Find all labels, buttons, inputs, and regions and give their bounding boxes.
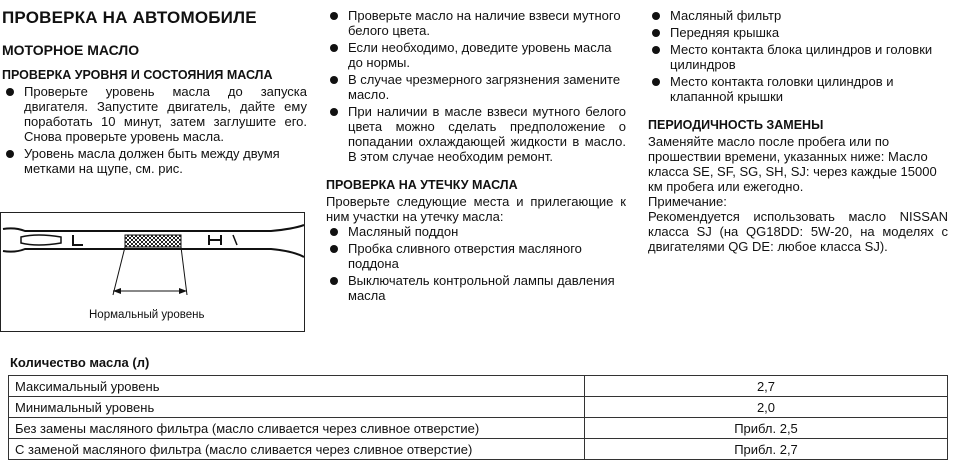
table-row — [9, 397, 948, 418]
row-label: С заменой масляного фильтра (масло сливается через сливное отверстие) — [9, 439, 585, 460]
note-text: Рекомендуется использовать масло NISSAN класса SJ (на QG18DD: 5W-20, на моделях с двигателями QG DE: любое класса SJ). — [648, 209, 948, 254]
row-label: Максимальный уровень — [9, 376, 585, 397]
table-row — [9, 439, 948, 460]
list-item: Уровень масла должен быть между двумя метками на щупе, см. рис. — [2, 146, 307, 176]
leak-check-list-continued — [648, 8, 948, 104]
page-title: ПРОВЕРКА НА АВТОМОБИЛЕ — [2, 8, 257, 27]
row-value: Прибл. 2,5 — [585, 418, 948, 439]
row-label: Минимальный уровень — [9, 397, 585, 418]
subsection-heading-level-check: ПРОВЕРКА УРОВНЯ И СОСТОЯНИЯ МАСЛА — [2, 68, 273, 82]
leak-check-heading: ПРОВЕРКА НА УТЕЧКУ МАСЛА — [326, 178, 518, 192]
row-label: Без замены масляного фильтра (масло сливается через сливное отверстие) — [9, 418, 585, 439]
left-column — [2, 0, 307, 178]
table-row — [9, 418, 948, 439]
row-value: 2,7 — [585, 376, 948, 397]
change-interval-heading: ПЕРИОДИЧНОСТЬ ЗАМЕНЫ — [648, 118, 824, 132]
list-item: Выключатель контрольной лампы давления масла — [326, 273, 626, 303]
list-item: Пробка сливного отверстия масляного поддона — [326, 241, 626, 271]
change-interval-text: Заменяйте масло после пробега или по прошествии времени, указанных ниже: Масло класса SE, SF, SG, SH, SJ: через каждые 15000 км пробега или ежегодно. — [648, 134, 937, 194]
list-item: При наличии в масле взвеси мутного белого цвета можно сделать предположение о попадании охлаждающей жидкости в масло. В этом случае необходим ремонт. — [326, 104, 626, 164]
dipstick-figure — [0, 212, 305, 332]
list-item: Место контакта блока цилиндров и головки цилиндров — [648, 42, 948, 72]
list-item: Масляный фильтр — [648, 8, 948, 23]
middle-column — [326, 0, 626, 305]
list-item: В случае чрезмерного загрязнения замените масло. — [326, 72, 626, 102]
list-item: Если необходимо, доведите уровень масла до нормы. — [326, 40, 626, 70]
oil-quantity-table — [8, 375, 948, 460]
table-row — [9, 376, 948, 397]
note-label: Примечание: — [648, 194, 727, 209]
level-check-list — [2, 84, 307, 176]
row-value: 2,0 — [585, 397, 948, 418]
leak-check-list — [326, 224, 626, 303]
list-item: Место контакта головки цилиндров и клапанной крышки — [648, 74, 948, 104]
list-item: Проверьте масло на наличие взвеси мутного белого цвета. — [326, 8, 626, 38]
oil-quantity-title: Количество масла (л) — [10, 355, 150, 370]
list-item: Передняя крышка — [648, 25, 948, 40]
right-column — [648, 0, 948, 254]
section-heading-engine-oil: МОТОРНОЕ МАСЛО — [2, 42, 140, 58]
list-item: Масляный поддон — [326, 224, 626, 239]
leak-check-intro: Проверьте следующие места и прилегающие к ним участки на утечку масла: — [326, 194, 626, 224]
figure-caption: Нормальный уровень — [89, 309, 205, 321]
list-item: Проверьте уровень масла до запуска двигателя. Запустите двигатель, дайте ему поработать 10 минут, затем заглушите его. Снова проверьте уровень масла. — [2, 84, 307, 144]
row-value: Прибл. 2,7 — [585, 439, 948, 460]
oil-condition-list — [326, 8, 626, 164]
